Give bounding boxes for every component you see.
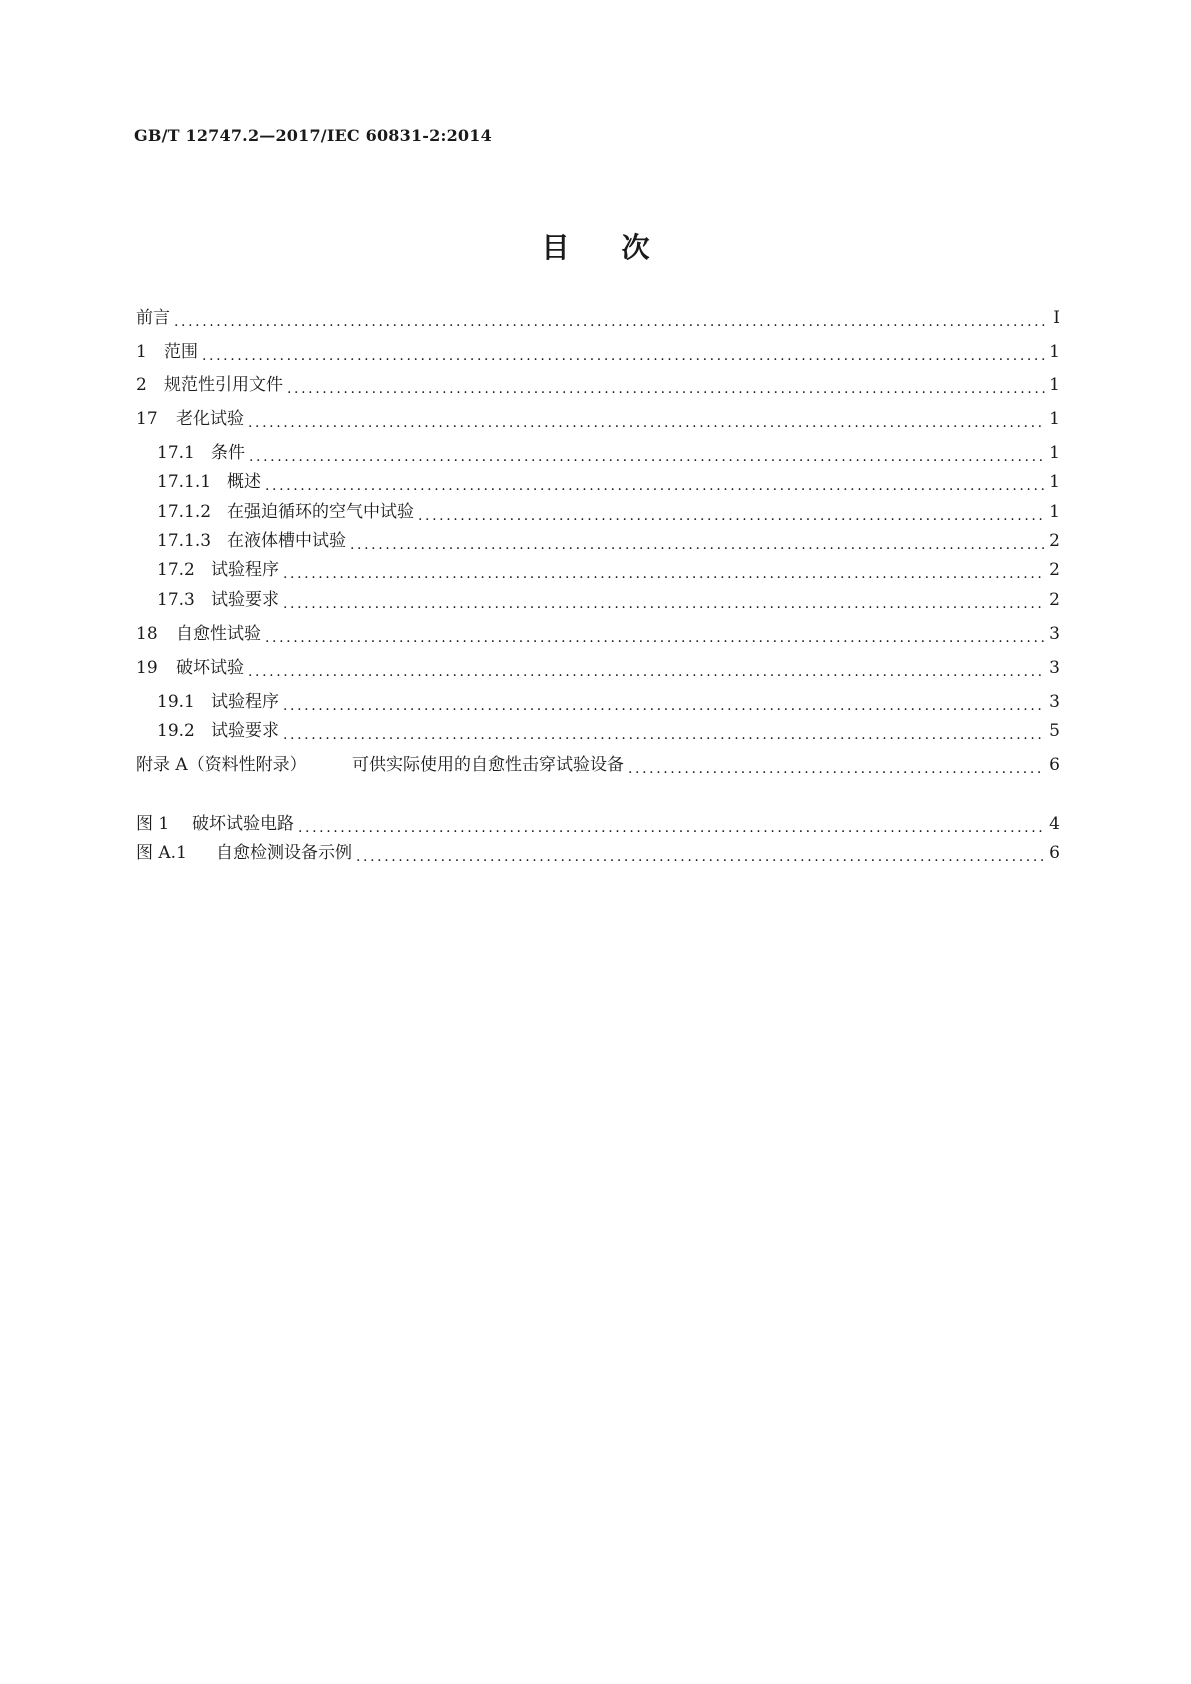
toc-page: Ⅰ xyxy=(1053,308,1060,328)
toc-label: 试验要求 xyxy=(211,721,279,741)
toc-label: 可供实际使用的自愈性击穿试验设备 xyxy=(352,755,624,775)
toc-leader xyxy=(283,557,1045,583)
toc-leader xyxy=(628,752,1045,778)
toc-leader xyxy=(248,406,1045,432)
toc-page: 3 xyxy=(1049,658,1060,678)
toc-entry-17[interactable] xyxy=(136,406,1060,432)
toc-entry-17-1-2[interactable] xyxy=(157,499,1060,525)
toc-page: 1 xyxy=(1049,375,1060,395)
toc-number: 2 xyxy=(136,375,147,395)
toc-entry-foreword[interactable] xyxy=(136,305,1060,331)
toc-leader xyxy=(202,339,1045,365)
toc-label: 在液体槽中试验 xyxy=(227,531,346,551)
toc-label: 试验程序 xyxy=(211,692,279,712)
toc-leader xyxy=(249,440,1045,466)
toc-number: 18 xyxy=(136,624,158,644)
toc-leader xyxy=(418,499,1045,525)
toc-entry-17-1[interactable] xyxy=(157,440,1060,466)
toc-number: 17.1.2 xyxy=(157,502,212,522)
toc-entry-17-1-3[interactable] xyxy=(157,528,1060,554)
toc-page: 5 xyxy=(1049,721,1060,741)
toc-leader xyxy=(283,718,1045,744)
toc-label: 自愈性试验 xyxy=(176,624,261,644)
toc-number: 17.1.1 xyxy=(157,472,212,492)
toc-number: 19 xyxy=(136,658,158,678)
toc-label: 自愈检测设备示例 xyxy=(216,843,352,863)
toc-label: 在强迫循环的空气中试验 xyxy=(227,502,414,522)
toc-number: 17 xyxy=(136,409,158,429)
toc-leader xyxy=(283,689,1045,715)
toc-label: 条件 xyxy=(211,443,245,463)
toc-page: 2 xyxy=(1049,590,1060,610)
toc-leader xyxy=(298,811,1045,837)
toc-entry-19[interactable] xyxy=(136,655,1060,681)
toc-leader xyxy=(265,469,1045,495)
toc-page: 2 xyxy=(1049,560,1060,580)
toc-page: 6 xyxy=(1049,843,1060,863)
toc-label: 规范性引用文件 xyxy=(164,375,283,395)
toc-label: 范围 xyxy=(164,342,198,362)
toc-leader xyxy=(350,528,1045,554)
toc-page: 4 xyxy=(1049,814,1060,834)
toc-leader xyxy=(283,587,1045,613)
toc-leader xyxy=(356,840,1045,866)
toc-entry-annex-a[interactable] xyxy=(136,752,1060,778)
toc-number: 19.1 xyxy=(157,692,195,712)
toc-entry-19-2[interactable] xyxy=(157,718,1060,744)
page-title: 目次 xyxy=(541,231,702,264)
toc-leader xyxy=(174,305,1046,331)
toc-page: 1 xyxy=(1049,443,1060,463)
toc-number: 附录 A（资料性附录） xyxy=(136,755,307,775)
toc-entry-18[interactable] xyxy=(136,621,1060,647)
document-code: GB/T 12747.2—2017/IEC 60831-2:2014 xyxy=(134,126,492,145)
toc-number: 17.1.3 xyxy=(157,531,212,551)
toc-page: 1 xyxy=(1049,409,1060,429)
toc-label: 试验程序 xyxy=(211,560,279,580)
toc-leader xyxy=(265,621,1045,647)
toc-page: 1 xyxy=(1049,472,1060,492)
toc-number: 1 xyxy=(136,342,147,362)
toc-label: 破坏试验 xyxy=(176,658,244,678)
toc-leader xyxy=(248,655,1045,681)
toc-number: 图 1 xyxy=(136,814,170,834)
toc-page: 6 xyxy=(1049,755,1060,775)
toc-entry-figure-1[interactable] xyxy=(136,811,1060,837)
toc-number: 图 A.1 xyxy=(136,843,187,863)
toc-page: 1 xyxy=(1049,342,1060,362)
toc-label: 前言 xyxy=(136,308,170,328)
toc-number: 17.3 xyxy=(157,590,195,610)
toc-number: 19.2 xyxy=(157,721,195,741)
toc-entry-17-3[interactable] xyxy=(157,587,1060,613)
toc-label: 试验要求 xyxy=(211,590,279,610)
toc-entry-2[interactable] xyxy=(136,372,1060,398)
toc-entry-figure-a1[interactable] xyxy=(136,840,1060,866)
toc-leader xyxy=(287,372,1045,398)
toc-page: 3 xyxy=(1049,624,1060,644)
toc-page: 2 xyxy=(1049,531,1060,551)
toc-number: 17.1 xyxy=(157,443,195,463)
toc-label: 破坏试验电路 xyxy=(192,814,294,834)
toc-entry-17-2[interactable] xyxy=(157,557,1060,583)
toc-label: 老化试验 xyxy=(176,409,244,429)
toc-entry-17-1-1[interactable] xyxy=(157,469,1060,495)
toc-label: 概述 xyxy=(227,472,261,492)
toc-page: 1 xyxy=(1049,502,1060,522)
toc-number: 17.2 xyxy=(157,560,195,580)
toc-page: 3 xyxy=(1049,692,1060,712)
toc-entry-19-1[interactable] xyxy=(157,689,1060,715)
toc-entry-1[interactable] xyxy=(136,339,1060,365)
